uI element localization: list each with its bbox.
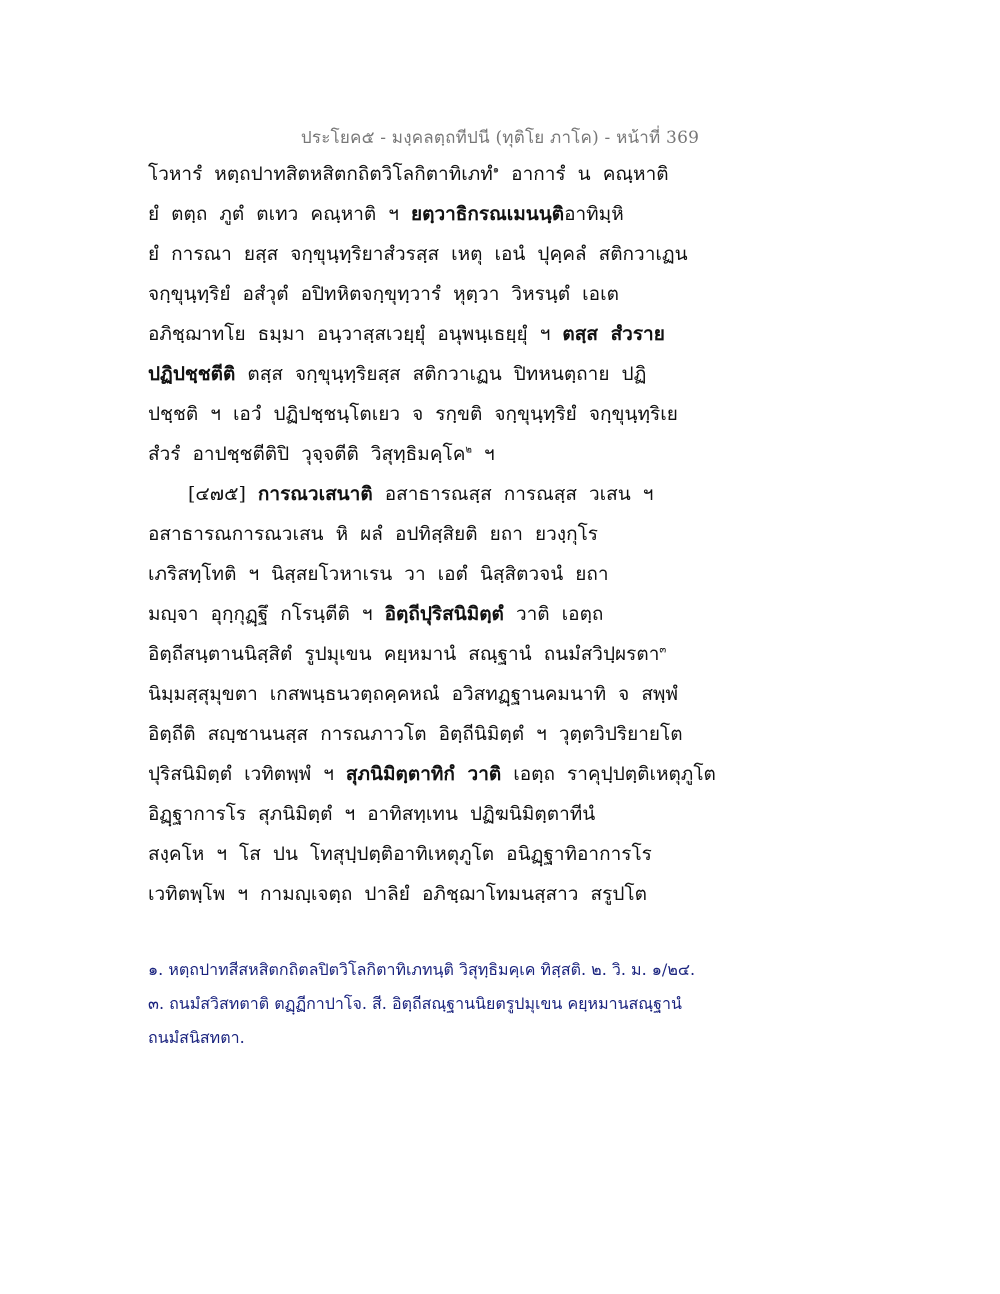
text-segment: อสาธารณสฺส การณสฺส วเสน ฯ [372, 483, 654, 505]
text-line [148, 518, 868, 558]
text-line [148, 198, 868, 238]
text-line [148, 358, 868, 398]
text-segment: เวทิตพฺโพ ฯ กามญฺเจตฺถ ปาลิยํ อภิชฺฌาโทมนสฺสาว สรูปโต [148, 883, 647, 905]
text-line [148, 678, 868, 718]
text-segment: อิตฺถีติ สญฺชานนสฺส การณภาวโต อิตฺถีนิมิตฺตํ ฯ วุตฺตวิปริยายโต [148, 723, 683, 745]
footnote-line: ๑. หตฺถปาทสีสหสิตกถิตลปิตวิโลกิตาทิเภทนฺติ วิสุทฺธิมคฺเค ทิสฺสติ. ๒. วิ. ม. ๑/๒๔. [148, 960, 696, 979]
bold-term: ปฏิปชฺชตีติ [148, 363, 236, 385]
text-segment: ฯ [472, 443, 495, 465]
text-line [148, 758, 868, 798]
text-line [148, 598, 868, 638]
footnote-marker: ๓ [659, 644, 667, 656]
text-segment: อิฏฺฐาการโร สุภนิมิตฺตํ ฯ อาทิสทฺเทน ปฏิฆนิมิตฺตาทีนํ [148, 803, 596, 825]
text-line [148, 718, 868, 758]
text-line [148, 478, 868, 518]
text-segment: อภิชฺฌาทโย ธมฺมา อนฺวาสฺสเวยฺยุํ อนุพนฺเธยฺยุํ ฯ [148, 323, 563, 345]
text-segment: ปชฺชติ ฯ เอวํ ปฏิปชฺชนฺโตเยว จ รกฺขติ จกฺขุนฺทฺริยํ จกฺขุนฺทฺริเย [148, 403, 678, 425]
text-segment: สงฺคโห ฯ โส ปน โทสุปฺปตฺติอาทิเหตุภูโต อนิฏฺฐาทิอาการโร [148, 843, 652, 865]
text-segment: นิมฺมสฺสุมุขตา เกสพนฺธนวตฺถคฺคหณํ อวิสทฏฺฐานคมนาทิ จ สพฺพํ [148, 683, 678, 705]
footnote-marker: ๒ [465, 444, 473, 456]
bold-term: อิตฺถีปุริสนิมิตฺตํ [384, 603, 504, 625]
text-segment: เอตฺถ ราคุปฺปตฺติเหตุภูโต [501, 763, 716, 785]
text-segment: จกฺขุนฺทฺริยํ อสํวุตํ อปิทหิตจกฺขุทฺวารํ หุตฺวา วิหรนฺตํ เอเต [148, 283, 619, 305]
text-line [148, 318, 868, 358]
text-segment: ยํ การณา ยสฺส จกฺขุนฺทฺริยาสํวรสฺส เหตุ เอนํ ปุคฺคลํ สติกวาเฏน [148, 243, 688, 265]
text-segment: อาการํ น คณฺหาติ [499, 163, 669, 185]
text-line [148, 798, 868, 838]
text-line [148, 878, 868, 918]
body-text [148, 158, 868, 918]
text-segment: อิตฺถีสนฺตานนิสฺสิตํ รูปมุเขน คยฺหมานํ สณฺฐานํ ถนมํสวิปฺผรตา [148, 643, 660, 665]
bold-term: การณวเสนาติ [257, 483, 373, 505]
footnote-marker: ๑ [492, 164, 500, 176]
text-segment: อสาธารณการณวเสน หิ ผลํ อปทิสฺสิยติ ยถา ยวงฺกุโร [148, 523, 598, 545]
bold-term: ยตฺวาธิกรณเมนนฺติ [410, 203, 565, 225]
text-segment: มญฺจา อุกฺกุฏฺฐึ กโรนฺตีติ ฯ [148, 603, 385, 625]
text-segment: วาติ เอตฺถ [503, 603, 604, 625]
text-line [148, 838, 868, 878]
text-segment: โวหารํ หตฺถปาทสิตหสิตกถิตวิโลกิตาทิเภทํ [148, 163, 493, 185]
footnote-line: ๓. ถนมํสวิสทตาติ ตฏฺฏีกาปาโจ. สี. อิตฺถีสณฺฐานนิยตรูปมุเขน คยฺหมานสณฺฐานํ [148, 994, 682, 1013]
text-line [148, 438, 868, 478]
text-line [148, 398, 868, 438]
footnote-line: ถนมํสนิสทตา. [148, 1028, 245, 1047]
bold-term: ตสฺส สํวราย [562, 323, 665, 345]
footnotes [148, 956, 868, 1058]
text-segment: สํวรํ อาปชฺชตีติปิ วุจฺจตีติ วิสุทฺธิมคฺโค [148, 443, 466, 465]
bold-term: สุภนิมิตฺตาทิกํ วาติ [345, 763, 502, 785]
text-line [148, 238, 868, 278]
text-segment: ปุริสนิมิตฺตํ เวทิตพฺพํ ฯ [148, 763, 346, 785]
running-header: ประโยค๕ - มงฺคลตฺถทีปนี (ทุติโย ภาโค) - หน้าที่ 369 [300, 128, 700, 148]
text-line [148, 278, 868, 318]
text-segment: เภริสทฺโทติ ฯ นิสฺสยโวหาเรน วา เอตํ นิสฺสิตวจนํ ยถา [148, 563, 609, 585]
text-line [148, 558, 868, 598]
text-segment: อาทิมฺหิ [564, 203, 624, 225]
text-segment: [๔๗๕] [188, 483, 258, 505]
text-line [148, 638, 868, 678]
text-line [148, 158, 868, 198]
text-segment: ยํ ตตฺถ ภูตํ ตเทว คณฺหาติ ฯ [148, 203, 411, 225]
text-segment: ตสฺส จกฺขุนฺทฺริยสฺส สติกวาเฏน ปิทหนตฺถาย ปฏิ [235, 363, 647, 385]
